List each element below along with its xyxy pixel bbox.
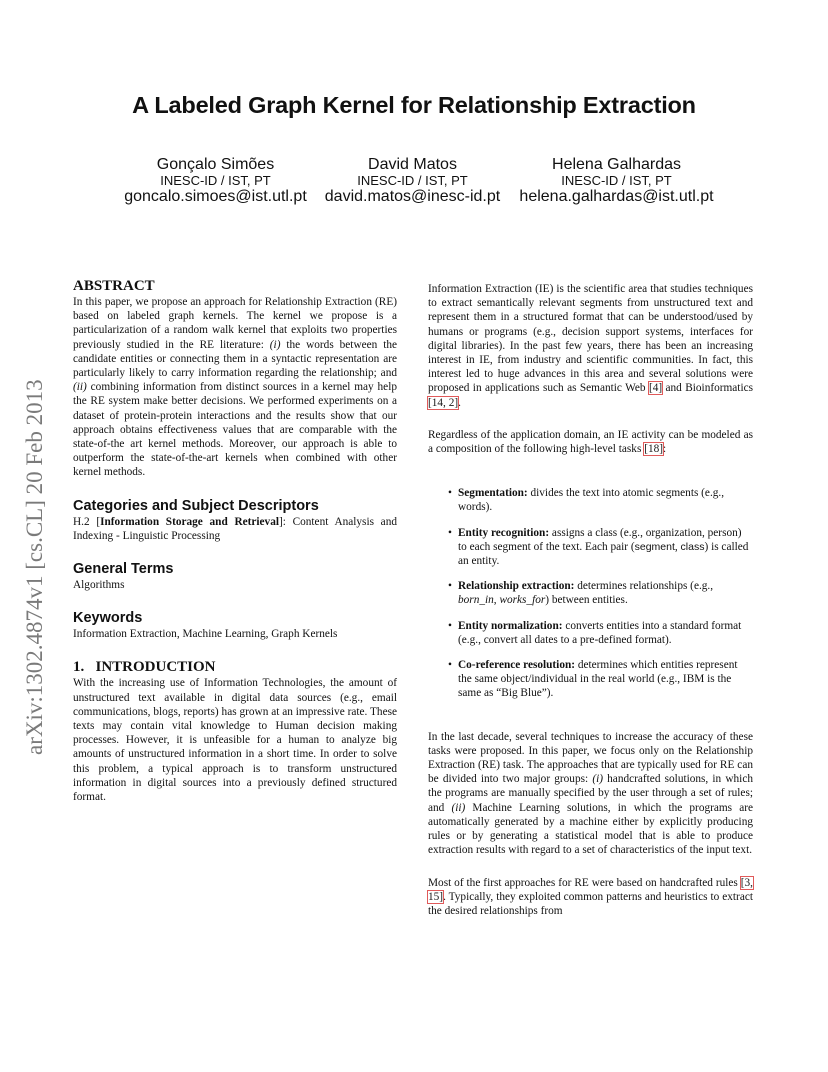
general-terms-heading: General Terms bbox=[73, 561, 174, 578]
citation-link[interactable]: [4] bbox=[648, 382, 663, 395]
categories-text: H.2 [Information Storage and Retrieval]: Content Analysis and Indexing - Linguistic Processing bbox=[73, 515, 397, 542]
author-email[interactable]: goncalo.simoes@ist.utl.pt bbox=[124, 188, 307, 205]
author-name: David Matos bbox=[368, 156, 457, 173]
author-affiliation: INESC-ID / IST, PT bbox=[357, 173, 468, 188]
ie-task-list bbox=[428, 486, 753, 700]
re-approaches-paragraph: In the last decade, several techniques to increase the accuracy of these tasks were proposed. In this paper, we focus only on the Relationship Extraction (RE) task. The approaches that are typically used for RE can be divided into two major groups: (i) handcrafted solutions, in which the programs are manually specified by the user through a set of rules; and (ii) Machine Learning solutions, in which the programs are automatically generated by a machine either by explicitly producing rules or by generating a statistical model that is able to produce extraction results with regard to a set of characteristics of the input text. bbox=[428, 730, 754, 857]
categories-heading: Categories and Subject Descriptors bbox=[73, 497, 319, 514]
list-item: • Entity normalization: converts entities into a standard format (e.g., convert all dates to a pre-defined format). bbox=[448, 619, 742, 646]
right-column bbox=[428, 282, 753, 918]
arxiv-identifier-stamp: arXiv:1302.4874v1 [cs.CL] 20 Feb 2013 bbox=[22, 379, 47, 755]
paper-title: A Labeled Graph Kernel for Relationship Extraction bbox=[132, 92, 696, 118]
abstract-heading: ABSTRACT bbox=[73, 278, 155, 294]
author-affiliation: INESC-ID / IST, PT bbox=[561, 173, 672, 188]
author-email[interactable]: helena.galhardas@ist.utl.pt bbox=[519, 188, 714, 205]
left-column bbox=[73, 278, 397, 804]
keywords-text: Information Extraction, Machine Learning, Graph Kernels bbox=[73, 628, 338, 641]
abstract-text: In this paper, we propose an approach for Relationship Extraction (RE) based on labeled graph kernels. The kernel we propose is a particularization of a random walk kernel that exploits two properties previously studied in the RE literature: (i) the words between the candidate entities or connecting them in a syntactic representation are particularly likely to carry information regarding the relationship; and (ii) combining information from distinct sources in a kernel may help the RE system make better decisions. We performed experiments on a dataset of protein-protein interactions and the results show that our approach obtains effectiveness values that are comparable with the state-of-the art kernel methods. Moreover, our approach is able to outperform the state-of-the-art kernels when combined with other kernel methods. bbox=[73, 296, 398, 479]
general-terms-text: Algorithms bbox=[73, 579, 125, 592]
introduction-heading: 1. INTRODUCTION bbox=[73, 659, 216, 676]
keywords-heading: Keywords bbox=[73, 610, 143, 627]
author-block-3 bbox=[514, 156, 719, 206]
author-name: Gonçalo Simões bbox=[156, 156, 275, 173]
introduction-text: With the increasing use of Information Technologies, the amount of unstructured text available in digital data sources (e.g., email communications, blogs, reports) has grown at an impressive rate. These texts may contain vital knowledge to Human decision making processes. However, it is unfeasible for a human to analyze big amounts of unstructured information in a short time. In order to solve this problem, a typical approach is to transform unstructured information in digital sources into a previously defined structured format. bbox=[73, 677, 397, 804]
ie-paragraph: Information Extraction (IE) is the scientific area that studies techniques to extract semantically relevant segments from unstructured text and represent them in a structured format that can be understood/used by humans or programs (e.g., decision support systems, interfaces for digital libraries). In the past few years, there has been an increasing interest in IE, from industry and scientific communities. In fact, this interest led to huge advances in this area and several solutions were proposed in applications such as Semantic Web [4] and Bioinformatics [14, 2]. bbox=[428, 283, 753, 409]
tasks-intro-paragraph: Regardless of the application domain, an IE activity can be modeled as a composition of the following high-level tasks [18]: bbox=[428, 428, 753, 456]
list-item: • Segmentation: divides the text into atomic segments (e.g., words). bbox=[448, 487, 725, 514]
author-affiliation: INESC-ID / IST, PT bbox=[160, 173, 271, 188]
author-block-2 bbox=[320, 156, 505, 206]
list-item: • Co-reference resolution: determines which entities represent the same object/individual in the real world (e.g., IBM is the same as “Big Blue”). bbox=[448, 659, 738, 700]
list-item: • Entity recognition: assigns a class (e.g., organization, person) to each segment of the text. Each pair (segment, class) is called an entity. bbox=[448, 526, 749, 568]
handcrafted-rules-paragraph: Most of the first approaches for RE were based on handcrafted rules [3, 15]. Typically, they exploited common patterns and heuristics to extract the desired relationships from bbox=[428, 876, 753, 917]
author-block-1 bbox=[118, 156, 313, 206]
citation-link[interactable]: [14, 2] bbox=[428, 396, 459, 409]
author-name: Helena Galhardas bbox=[552, 156, 681, 173]
citation-link[interactable]: [3, 15] bbox=[428, 876, 753, 903]
citation-link[interactable]: [18] bbox=[644, 443, 664, 456]
author-email[interactable]: david.matos@inesc-id.pt bbox=[324, 188, 501, 205]
list-item: • Relationship extraction: determines relationships (e.g., born_in, works_for) between entities. bbox=[448, 580, 714, 607]
